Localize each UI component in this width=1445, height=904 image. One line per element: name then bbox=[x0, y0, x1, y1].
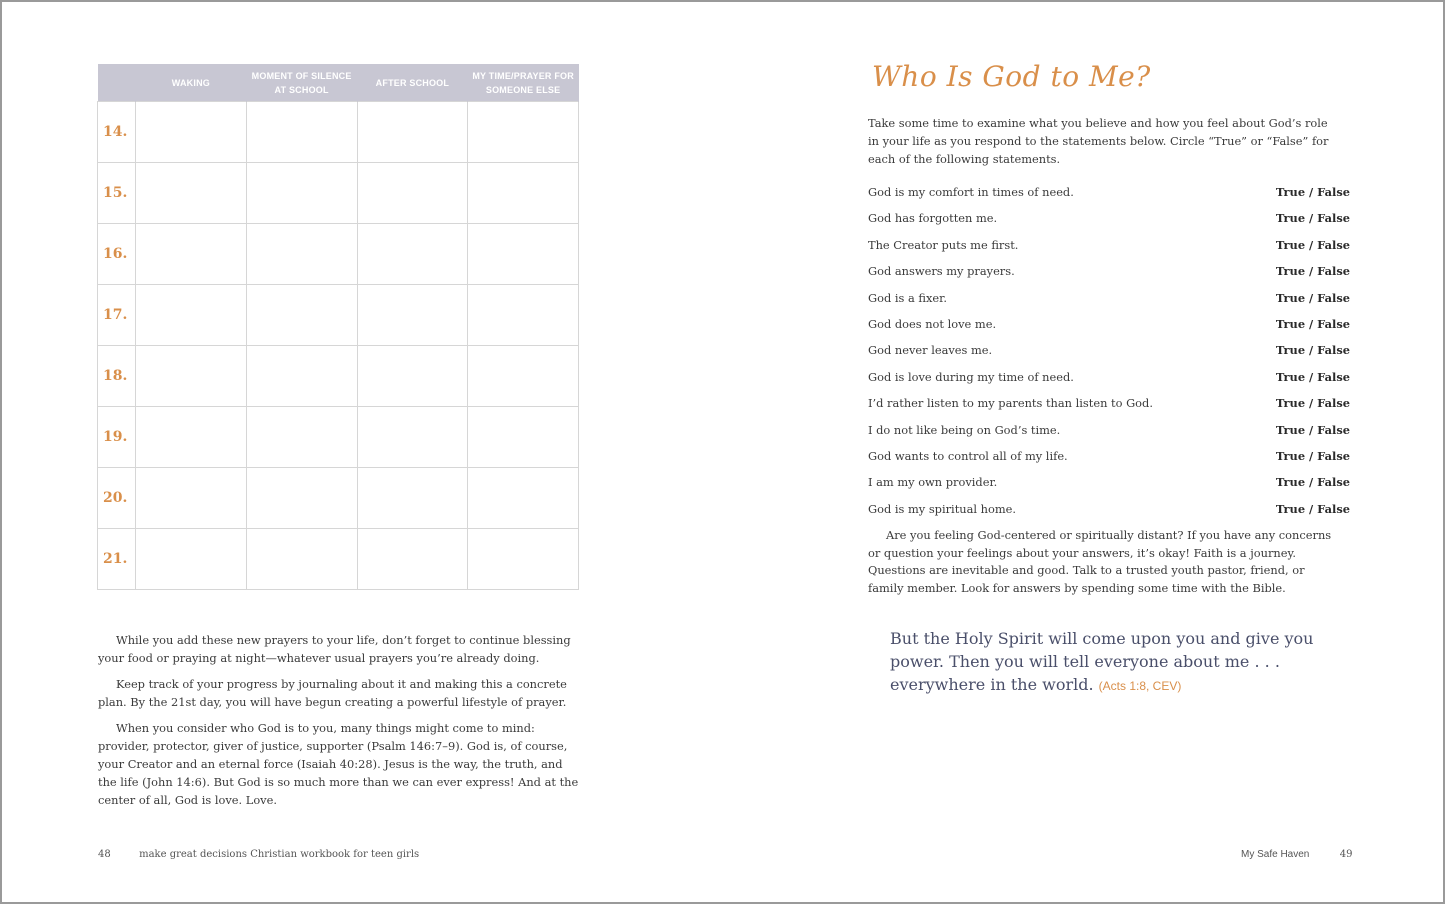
day-number: 21. bbox=[98, 529, 136, 590]
day-number: 19. bbox=[98, 407, 136, 468]
true-false-choice[interactable]: True / False bbox=[1275, 369, 1350, 384]
writing-cell[interactable] bbox=[468, 163, 579, 224]
statement-text: I’d rather listen to my parents than listen to God. bbox=[868, 396, 1153, 411]
writing-cell[interactable] bbox=[468, 285, 579, 346]
writing-cell[interactable] bbox=[357, 346, 468, 407]
list-item bbox=[868, 205, 1350, 231]
writing-cell[interactable] bbox=[136, 163, 247, 224]
writing-cell[interactable] bbox=[357, 102, 468, 163]
list-item bbox=[868, 469, 1350, 495]
statement-text: God is my spiritual home. bbox=[868, 501, 1017, 516]
writing-cell[interactable] bbox=[136, 224, 247, 285]
header-moment-of-silence: MOMENT OF SILENCE AT SCHOOL bbox=[246, 64, 357, 102]
left-body-text bbox=[98, 631, 580, 817]
statement-text: God wants to control all of my life. bbox=[868, 448, 1068, 463]
true-false-choice[interactable]: True / False bbox=[1275, 475, 1350, 490]
right-page bbox=[722, 2, 1443, 902]
table-row bbox=[98, 224, 579, 285]
list-item bbox=[868, 285, 1350, 311]
day-number: 17. bbox=[98, 285, 136, 346]
day-number: 16. bbox=[98, 224, 136, 285]
statement-text: I do not like being on God’s time. bbox=[868, 422, 1061, 437]
writing-cell[interactable] bbox=[246, 285, 357, 346]
day-number: 20. bbox=[98, 468, 136, 529]
writing-cell[interactable] bbox=[246, 102, 357, 163]
section-title: My Safe Haven bbox=[1241, 849, 1310, 860]
quote-citation: (Acts 1:8, CEV) bbox=[1098, 679, 1182, 693]
statement-text: I am my own provider. bbox=[868, 475, 998, 490]
left-page bbox=[2, 2, 722, 902]
table-row bbox=[98, 285, 579, 346]
writing-cell[interactable] bbox=[357, 407, 468, 468]
paragraph: Keep track of your progress by journaling about it and making this a concrete plan. By the 21st day, you will have begun creating a powerful lifestyle of prayer. bbox=[98, 677, 567, 709]
statement-text: God is my comfort in times of need. bbox=[868, 185, 1074, 199]
statement-list bbox=[868, 179, 1350, 522]
writing-cell[interactable] bbox=[357, 163, 468, 224]
day-number: 14. bbox=[98, 102, 136, 163]
writing-cell[interactable] bbox=[136, 468, 247, 529]
writing-cell[interactable] bbox=[468, 529, 579, 590]
writing-cell[interactable] bbox=[246, 346, 357, 407]
statement-text: God is love during my time of need. bbox=[868, 369, 1074, 384]
writing-cell[interactable] bbox=[468, 468, 579, 529]
table-header-row bbox=[98, 64, 579, 102]
true-false-choice[interactable]: True / False bbox=[1275, 316, 1350, 331]
true-false-choice[interactable]: True / False bbox=[1275, 185, 1350, 199]
writing-cell[interactable] bbox=[468, 407, 579, 468]
day-number: 18. bbox=[98, 346, 136, 407]
header-after-school: AFTER SCHOOL bbox=[357, 64, 468, 102]
quote-text: But the Holy Spirit will come upon you and give you power. Then you will tell everyone about me . . . everywhere in the world. bbox=[890, 629, 1314, 694]
paragraph: While you add these new prayers to your life, don’t forget to continue blessing your food or praying at night—whatever usual prayers you’re already doing. bbox=[98, 633, 571, 665]
list-item bbox=[868, 390, 1350, 416]
list-item bbox=[868, 443, 1350, 469]
closing-text bbox=[868, 527, 1338, 597]
list-item bbox=[868, 337, 1350, 363]
writing-cell[interactable] bbox=[468, 102, 579, 163]
list-item bbox=[868, 179, 1350, 205]
list-item bbox=[868, 311, 1350, 337]
true-false-choice[interactable]: True / False bbox=[1275, 501, 1350, 516]
writing-cell[interactable] bbox=[357, 529, 468, 590]
writing-cell[interactable] bbox=[246, 163, 357, 224]
writing-cell[interactable] bbox=[357, 224, 468, 285]
writing-cell[interactable] bbox=[468, 224, 579, 285]
table-row bbox=[98, 102, 579, 163]
table-row bbox=[98, 407, 579, 468]
writing-cell[interactable] bbox=[246, 468, 357, 529]
writing-cell[interactable] bbox=[136, 529, 247, 590]
page-title: Who Is God to Me? bbox=[872, 60, 1151, 93]
intro-paragraph: Take some time to examine what you believe and how you feel about God’s role in your life as you respond to the statements below. Circle “True” or “False” for each of the following statements. bbox=[868, 116, 1329, 166]
writing-cell[interactable] bbox=[246, 224, 357, 285]
writing-cell[interactable] bbox=[357, 468, 468, 529]
statement-text: God has forgotten me. bbox=[868, 211, 998, 226]
true-false-choice[interactable]: True / False bbox=[1275, 396, 1350, 411]
statement-text: God is a fixer. bbox=[868, 290, 947, 305]
table-row bbox=[98, 529, 579, 590]
list-item bbox=[868, 417, 1350, 443]
writing-cell[interactable] bbox=[246, 407, 357, 468]
writing-cell[interactable] bbox=[246, 529, 357, 590]
scripture-quote bbox=[890, 627, 1320, 698]
day-number: 15. bbox=[98, 163, 136, 224]
statement-text: God answers my prayers. bbox=[868, 264, 1015, 279]
true-false-choice[interactable]: True / False bbox=[1275, 290, 1350, 305]
paragraph: Are you feeling God-centered or spiritually distant? If you have any concerns or question your feelings about your answers, it’s okay! Faith is a journey. Questions are inevitable and good. Talk to a trusted youth pastor, friend, or family member. Look for answers by spending some time with the Bible. bbox=[868, 528, 1332, 595]
prayer-tracker-table bbox=[97, 64, 579, 590]
list-item bbox=[868, 364, 1350, 390]
true-false-choice[interactable]: True / False bbox=[1275, 422, 1350, 437]
true-false-choice[interactable]: True / False bbox=[1275, 211, 1350, 226]
header-waking: WAKING bbox=[136, 64, 247, 102]
writing-cell[interactable] bbox=[136, 346, 247, 407]
true-false-choice[interactable]: True / False bbox=[1275, 343, 1350, 358]
paragraph: When you consider who God is to you, many things might come to mind: provider, protector, giver of justice, supporter (Psalm 146:7–9). God is, of course, your Creator and an eternal force (Isaiah 40:28). Jesus is the way, the truth, and the life (John 14:6). But God is so much more than we can ever express! And at the center of all, God is love. Love. bbox=[98, 721, 579, 807]
page-number: 48 bbox=[98, 849, 111, 860]
list-item bbox=[868, 496, 1350, 522]
true-false-choice[interactable]: True / False bbox=[1275, 264, 1350, 279]
true-false-choice[interactable]: True / False bbox=[1275, 237, 1350, 252]
header-corner bbox=[98, 64, 136, 102]
right-footer bbox=[1241, 849, 1352, 860]
table-row bbox=[98, 163, 579, 224]
statement-text: The Creator puts me first. bbox=[868, 237, 1019, 252]
left-footer bbox=[98, 849, 419, 860]
header-my-time-prayer: MY TIME/PRAYER FOR SOMEONE ELSE bbox=[468, 64, 579, 102]
table-row bbox=[98, 468, 579, 529]
list-item bbox=[868, 232, 1350, 258]
writing-cell[interactable] bbox=[136, 285, 247, 346]
page-number: 49 bbox=[1339, 849, 1353, 860]
statement-text: God never leaves me. bbox=[868, 343, 993, 358]
table-row bbox=[98, 346, 579, 407]
writing-cell[interactable] bbox=[136, 407, 247, 468]
book-title: make great decisions Christian workbook for teen girls bbox=[139, 849, 420, 860]
writing-cell[interactable] bbox=[357, 285, 468, 346]
statement-text: God does not love me. bbox=[868, 316, 997, 331]
writing-cell[interactable] bbox=[468, 346, 579, 407]
writing-cell[interactable] bbox=[136, 102, 247, 163]
list-item bbox=[868, 258, 1350, 284]
true-false-choice[interactable]: True / False bbox=[1275, 448, 1350, 463]
